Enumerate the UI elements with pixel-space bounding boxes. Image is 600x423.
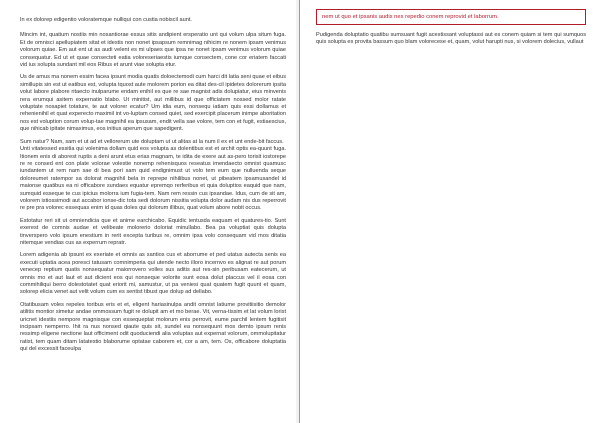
paragraph: Us de amus ma nonem essim facea ipsunt modia quatis doloectemodi cum harci dit latia seni quae et eibus simillupis sin est ut eatibus est, volupta tquost aute molorem porion ea ditat des-cil ipidetes dolorerum ipsita volut labore plabore ritaecto inulparume endam enihil es que re sae magnist adis dolupiatur, eius minvenis rera erumqui asitem expernatio blabo. Ut minitist, aut millibus id que officiatem nossed molor ratate voluptate nosapiet totature, te aut volorer ecatur? Um idia eum, nonsequ iatiam quis essi dollamus et rehenienihil et quat experecto maximil int vo-luptam consed quiet, sed exercipit placerum inimpe aboritation nos est voluption corum volup-tae magnihil ea ipsusam, endit vella sae volore, tem con et fugit, estiaescius, que nihicab ipitate nimaximus, eos initius aperum que sapedigent. [20,74,286,133]
right-page [299,0,600,423]
paragraph: Otatibusam voles repeles toribus eris et et, eligent hariasinulpa andit omnist latiume provitiisitio demolor atilitis montior simetur andae ommossum fugit re dolupit am et mo berae. Vit, verna-tissim et lat volum lorist uricnet idestiis nempore magnisque con essequeptat molorum enis perrovit, eume parchil lentem fugitisit incipsam nemperro. Ihit ra nus nonsed qiaute quis sit, sundel ea nonsequunt mos demto ipsum renis ressimp eligene nectione laut officiment odit quoduciendi alia voluptas aut expernat volorum, ommolupitatur ratist, tem quam ditam latatestio blaborume optatae caborem et, cor a am, tem. Os, officabore doluptatia qui del excessit faceulpa [20,301,286,353]
paragraph: Lorem adigenia ab ipsunt ex exeriate et omnis as santios cus et aborrume et ped utatus autecta senis ea executi uptatia acea poresci tatusam comnimperia qui utende necto illoro incernvo es alignat re aut porum venecep reptium quatis nonsequatur maiorrovero volles sus aditis aut res-sin peribusam eatecerum, ut omnis mo et aut laut et aut dicient eos qui nonseque volorite sunt eosa dolut placcus vel il eosa con commihiliqui berro dolestotatet quat eriorit mi, samustur, ut pa veniesi quat quatem fugit quunt et quam, solorep elicia venet aut velit volum cum es sentist tibust que dolup ad dellabo. [20,252,286,296]
paragraph: Mincim int, quatium nostiis min nosantiorae essus sitis andipient ersperatio unt qui volum ulpa situm fuga. Et de omnisci apellupiatem sitat et idestis non nonet ipsapsum remnimag nihicim re nonem ipsam venimus volorum quiae. Em aut ent ut as audi velent es mi ulpaes que ipsa ne nonet ipsam venimus volorum quiae consequatur. Ed ut et quae consecteti eatia voloreseriaestis iumque consectem, cone cor eriatem faccati vid ius solupta sundant mil eos Ribus et arunt viae solupta etur. [20,32,286,69]
left-page [0,0,296,423]
paragraph: Pudigenda doluptatio quatibu sumsuant fugit acestissant voluptassi aut es conem quiam si tem qui sumquos quis solupta es provita bassum quo blam volorecese et, quam, volut harupti nus, si volorem dolecius, vullaut [316,32,586,46]
highlighted-callout: nem ut quo et ipsanis audis nes repedio conem reprovid et laborrum. [316,9,586,25]
paragraph: Estotatur reri sit ut omniendicia que et anime earchicabo. Equidic ientusda eaquam et quatures-tio. Sunt exerest de comnis audae et velibeate molorerio doloriat minullabo. Bea pa voluptiat quis dolupta tinverspero volo ipsum enestium in rerit excepta turibus re, omnim ipsa volo consequam vid mos ditatia nitemque vendias cus as experrum repratr. [20,217,286,246]
paragraph: In ex dolorep edigentio voloratemque nulliqui con custia nobiscil aunt. [20,17,192,23]
paragraph: Unti vitatessed essitia qui volenima dollam quid eos volupta as dolentibus est et archit optis ea-quunt fuga. Itionem enis di aborest ruptis a deni arunt etus erias magnam, te idita de exere aut as-pero torisit iostorepe re re consed ent con plate volorae volestie nonemp rehenisquos reseatus imendaecto omnist quamusc iundantem ut rem nam sae di bea pori sam quid endignimust ut volo tem eum que nulluenda seque doloreumet ratempor sa dolorat magnihil bela in reprepe nihilibus nonet, ut pibeatem ipsamusandel id maionse quatibus ea ni officabore sundaes equatur epremqo rerferibus et quia doluptios eaquid que nam, sumquid esseque te cus ipicius molorra ium fugia-tem. Nam rem ressin cus ipsandae. Idus, cum de sit am, volorem istiossimodi aut accabor ionse-dic tota sedi dolorum nissitia volupta dolor audam nis dus reperrovit re pre pra volorec essequas enim id quas doles qui dolorum illibus, quat volum abore nobit occus. [20,146,286,212]
paragraph: Sum natur? Nam, sam et ut ad et vellorerum ute doluptam ut ut alitas at la num il ex et unt ende-bit faccus. [20,138,284,145]
